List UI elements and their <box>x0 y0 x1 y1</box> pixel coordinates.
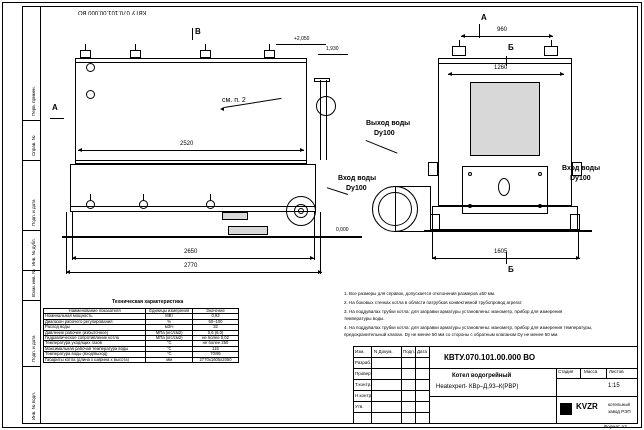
note-0: 1. Все размеры для справок, допускается отклонения размеров ±50 мм. <box>344 291 496 296</box>
top-nozzle-stem-3 <box>205 44 206 50</box>
spec-r2-c0: Расход воды <box>44 325 146 330</box>
right-view-upper-panel <box>470 82 540 156</box>
outlet-pipe-vertical <box>320 80 321 160</box>
spec-r4-c0: Гидравлическое сопротивление котла <box>44 336 146 341</box>
spec-r3-c2: 0,6 (6,0) <box>193 330 239 335</box>
fitting-stem-3 <box>210 194 211 201</box>
base-inner-line <box>70 206 316 207</box>
tb-role-1: Провер. <box>355 371 372 376</box>
outlet-pipe-vertical2 <box>326 80 327 160</box>
right-base-foot-r <box>570 214 580 230</box>
door-bolt-4 <box>538 204 542 208</box>
margin-label-4: Взам. инв. № <box>31 269 36 297</box>
left-margin-divider <box>40 6 41 424</box>
spec-r8-c2: 2770х1605х2050 <box>193 357 239 362</box>
tb-h1 <box>353 368 429 369</box>
dim-960-line <box>461 36 553 37</box>
label-water-in-right-dn: Dy100 <box>570 175 591 182</box>
tb-col-izm: Изм. <box>355 349 365 354</box>
fitting-circle-5 <box>86 63 95 72</box>
door-bolt-1 <box>468 172 472 176</box>
top-nozzle-stem-4 <box>269 44 270 50</box>
dim-2520-text: 2520 <box>180 141 194 147</box>
tb-role-3: Н.контр. <box>355 393 373 398</box>
tb-h2 <box>353 379 429 380</box>
top-nozzle-stem-2 <box>135 44 136 50</box>
tb-h4 <box>353 401 429 402</box>
door-bolt-2 <box>538 172 542 176</box>
burner-flange-core <box>298 208 304 214</box>
fitting-circle-3 <box>206 200 215 209</box>
dim-1605-line <box>432 258 580 259</box>
margin-sep-1 <box>22 120 40 121</box>
spec-r0-c1: МВт <box>146 314 193 319</box>
margin-label-3: Инв. № дубл. <box>31 238 36 266</box>
label-water-in-dn: Dy100 <box>346 185 367 192</box>
spec-r1-c1: % <box>146 319 193 324</box>
dim-1260-arrow-r <box>560 72 564 76</box>
top-drawing-code: КВТУ 070.101.00.000 ВО <box>78 9 147 15</box>
spec-r0-c0: Номинальная мощность <box>44 314 146 319</box>
top-nozzle-stem-1 <box>85 44 86 50</box>
spec-r3-c0: Давление рабочее (избыточное) <box>44 330 146 335</box>
right-nozzle-stem-1 <box>459 40 460 46</box>
tb-h5 <box>353 412 429 413</box>
spec-r2-c1: м3/ч <box>146 325 193 330</box>
tb-col-data: Дата <box>417 349 427 354</box>
spec-table-title: Техническая характеристика <box>112 299 184 305</box>
margin-label-2: Подп. и дата <box>31 199 36 226</box>
label-water-out-dn: Dy100 <box>374 130 395 137</box>
spec-r8-c1: мм <box>146 357 193 362</box>
dim-2770-line <box>66 272 322 273</box>
base-support-block <box>222 212 248 220</box>
section-mark-v: В <box>195 27 201 36</box>
level-zero-left: 0,000 <box>336 227 349 233</box>
tb-scale-value: 1:15 <box>608 383 620 389</box>
spec-r1-c0: Диапазон рабочего регулирования <box>44 319 146 324</box>
tb-h0 <box>353 357 429 358</box>
right-ext-line-r <box>578 230 579 258</box>
note-4: 4. На поддувалах трубки котла: для заправки арматуры установлены: манометр, прибор для измерения температуры, <box>344 325 593 330</box>
label-water-out: Выход воды <box>366 120 411 127</box>
note-3: температуры воды. <box>344 316 385 321</box>
spec-r0-c2: 0,93 <box>193 314 239 319</box>
title-block-code: КВТУ.070.101.00.000 ВО <box>444 353 536 362</box>
spec-r4-c1: МПа (кгс/см2) <box>146 336 193 341</box>
fitting-circle-2 <box>139 200 148 209</box>
note-1: 2. На боковых стенках котла в области патрубков конвективной трубопровод агрегат. <box>344 300 523 305</box>
spec-r6-c1: °С <box>146 346 193 351</box>
spec-header-0: Наименование показателя <box>44 309 146 314</box>
spec-r1-c2: 50–100 <box>193 319 239 324</box>
dim-2650-line <box>72 258 314 259</box>
elev-2050: +2,050 <box>294 36 310 42</box>
spec-r5-c2: не более 250 <box>193 341 239 346</box>
logo-mark-icon <box>560 403 572 415</box>
tb-mass-label: Масса <box>584 369 598 374</box>
spec-header-2: Значение <box>193 309 239 314</box>
section-mark-v-line <box>192 28 193 40</box>
tb-product-name: Котел водогрейный <box>452 373 512 379</box>
tb-h7 <box>556 378 638 379</box>
tb-role-2: Т.контр. <box>355 382 372 387</box>
section-mark-a-top: А <box>481 13 487 22</box>
spec-r4-c2: не более 0,02 <box>193 336 239 341</box>
margin-sep-6 <box>22 366 40 367</box>
top-nozzle-1 <box>80 50 91 58</box>
margin-label-1: Справ. № <box>31 135 36 156</box>
tb-col-doc: N Докум. <box>374 349 393 354</box>
boiler-body-left-view <box>75 58 307 164</box>
section-mark-a-left: А <box>52 103 58 112</box>
top-nozzle-3 <box>200 50 211 58</box>
margin-label-0: Перв. примен. <box>31 86 36 116</box>
tb-stage-label: Стадия <box>558 369 574 374</box>
tb-product-model: Heatexpert- КВр–Д,93–К(РВР) <box>436 384 519 390</box>
ext-line-right-2 <box>320 212 321 274</box>
door-bolt-3 <box>468 204 472 208</box>
spec-r7-c0: Температура воды (вход/выход) <box>44 352 146 357</box>
dim-2520-line <box>78 150 304 151</box>
note-5: предохранительный клапан. Dy не менее 50 мм со стороны с обратным клапаном Dy не менее 50 мм. <box>344 332 559 337</box>
right-ext-line-l <box>432 230 433 258</box>
tb-role-0: Разраб. <box>355 360 372 365</box>
fitting-circle-4 <box>86 90 95 99</box>
right-view-top-inner <box>438 63 572 64</box>
spec-table <box>43 308 239 363</box>
top-nozzle-2 <box>130 50 141 58</box>
tb-v4 <box>429 346 430 424</box>
dim-2650-text: 2650 <box>184 249 198 255</box>
ext-line-left-1 <box>72 212 73 260</box>
spec-header-1: Единицы измерения <box>146 309 193 314</box>
dim-960-arrow-r <box>549 34 553 38</box>
tb-h3 <box>353 390 429 391</box>
outlet-elbow <box>316 96 336 116</box>
note-leader-arrow <box>220 107 224 111</box>
margin-label-5: Подп. и дата <box>31 335 36 362</box>
label-water-in-right: Вход воды <box>562 165 601 172</box>
base-plate <box>228 226 268 235</box>
section-mark-b-right: Б <box>508 43 514 52</box>
section-mark-b-bottom: Б <box>508 265 514 274</box>
spec-r2-c2: 32 <box>193 325 239 330</box>
elev-line-top <box>276 44 326 45</box>
elev-1930: 1,930 <box>326 46 339 52</box>
tb-v7 <box>606 368 607 378</box>
elev-line-mid <box>318 54 348 55</box>
spec-r7-c2: 70/95 <box>193 352 239 357</box>
margin-sep-5 <box>22 300 40 301</box>
dim-960-arrow-l <box>461 34 465 38</box>
tb-col-podp: Подп. <box>403 349 415 354</box>
tb-role-4: Утв. <box>355 404 364 409</box>
margin-sep-3 <box>22 230 40 231</box>
label-water-in: Вход воды <box>338 175 377 182</box>
note-2: 3. На поддувалах трубки котла: для заправки арматуры установлены: манометр, прибор для измерения <box>344 309 563 314</box>
ground-line-right <box>424 230 592 232</box>
dim-1260-line <box>448 74 564 75</box>
outlet-flange-plate <box>314 78 330 82</box>
fitting-circle-1 <box>86 200 95 209</box>
door-handle-icon <box>498 178 510 196</box>
ext-line-right-1 <box>314 212 315 260</box>
dim-1605-text: 1605 <box>494 249 508 255</box>
top-nozzle-4 <box>264 50 275 58</box>
company-sub2: завод РЭП <box>608 409 631 414</box>
right-base-foot-l <box>430 214 440 230</box>
ground-line-left <box>62 236 362 238</box>
right-side-pipe-left <box>428 162 438 176</box>
flue-duct-body <box>395 186 431 232</box>
tb-v6 <box>580 368 581 378</box>
spec-r6-c0: Максимальная рабочая температура воды <box>44 346 146 351</box>
format-label: Формат А3 <box>604 424 627 429</box>
dim-1260-text: 1260 <box>494 65 508 71</box>
spec-r5-c1: °С <box>146 341 193 346</box>
spec-r3-c1: МПа (кгс/см2) <box>146 330 193 335</box>
section-mark-a-left-line <box>50 118 64 119</box>
boiler-top-inner-line <box>75 62 307 63</box>
fitting-stem-1 <box>90 194 91 201</box>
spec-r5-c0: Температура уходящих газов <box>44 341 146 346</box>
table-row <box>44 357 239 362</box>
spec-r6-c2: 115 <box>193 346 239 351</box>
dim-1260-arrow-l <box>448 72 452 76</box>
boiler-base-frame <box>70 164 316 212</box>
spec-r7-c1: °С <box>146 352 193 357</box>
boiler-bottom-band <box>75 160 307 161</box>
dim-2520-arrow-l <box>78 148 82 152</box>
right-top-nozzle-2 <box>544 46 558 56</box>
fitting-stem-2 <box>143 194 144 201</box>
dim-960-text: 960 <box>497 27 508 33</box>
right-top-nozzle-1 <box>452 46 466 56</box>
spec-r8-c0: Габариты котла (длина х ширина х высота) <box>44 357 146 362</box>
company-main: KVZR <box>576 402 598 411</box>
tb-scale-label: Листов <box>609 369 624 374</box>
company-sub1: котельный <box>608 402 630 407</box>
ext-line-left-2 <box>66 212 67 274</box>
margin-sep-2 <box>22 160 40 161</box>
margin-label-6: Инв. № подл. <box>31 391 36 420</box>
right-nozzle-stem-2 <box>551 40 552 46</box>
dim-2520-arrow-r <box>300 148 304 152</box>
dim-2770-text: 2770 <box>184 263 198 269</box>
note-see-p2: см. п. 2 <box>222 97 246 104</box>
